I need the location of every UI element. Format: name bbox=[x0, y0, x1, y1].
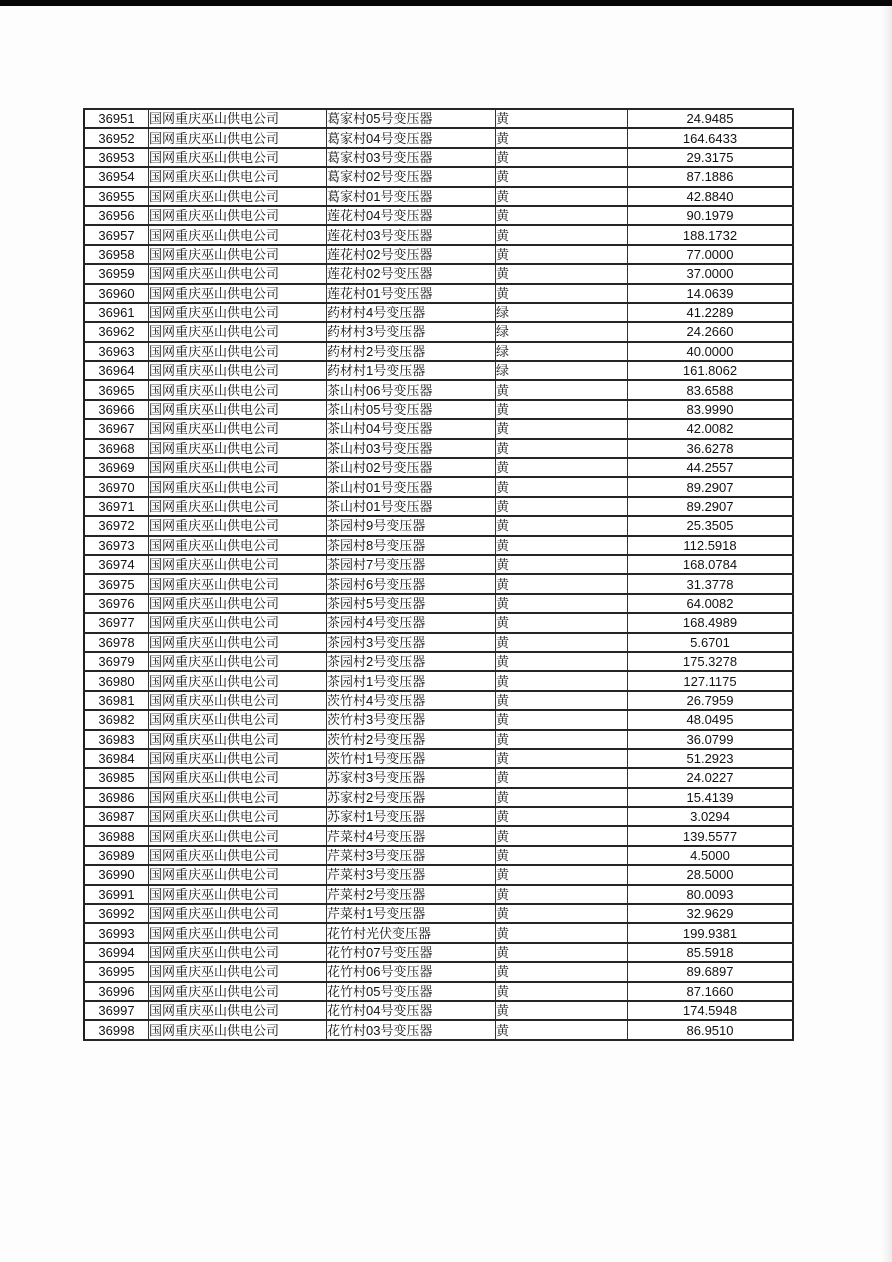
id-cell: 36998 bbox=[84, 1020, 149, 1039]
transformer-name-cell: 茶园村2号变压器 bbox=[327, 652, 496, 671]
company-cell: 国网重庆巫山供电公司 bbox=[149, 730, 327, 749]
company-cell: 国网重庆巫山供电公司 bbox=[149, 768, 327, 787]
status-color-cell: 黄 bbox=[496, 284, 628, 303]
value-cell: 87.1660 bbox=[628, 982, 794, 1001]
transformer-name-cell: 花竹村05号变压器 bbox=[327, 982, 496, 1001]
company-cell: 国网重庆巫山供电公司 bbox=[149, 943, 327, 962]
table-row bbox=[84, 225, 793, 244]
status-color-cell: 黄 bbox=[496, 225, 628, 244]
table-row bbox=[84, 613, 793, 632]
status-color-cell: 黄 bbox=[496, 923, 628, 942]
transformer-name-cell: 葛家村01号变压器 bbox=[327, 187, 496, 206]
status-color-cell: 黄 bbox=[496, 380, 628, 399]
value-cell: 4.5000 bbox=[628, 846, 794, 865]
transformer-name-cell: 茨竹村3号变压器 bbox=[327, 710, 496, 729]
value-cell: 161.8062 bbox=[628, 361, 794, 380]
id-cell: 36985 bbox=[84, 768, 149, 787]
transformer-name-cell: 莲花村02号变压器 bbox=[327, 264, 496, 283]
table-row bbox=[84, 555, 793, 574]
id-cell: 36969 bbox=[84, 458, 149, 477]
status-color-cell: 黄 bbox=[496, 730, 628, 749]
table-row bbox=[84, 206, 793, 225]
status-color-cell: 黄 bbox=[496, 885, 628, 904]
transformer-name-cell: 花竹村07号变压器 bbox=[327, 943, 496, 962]
transformer-name-cell: 药材村4号变压器 bbox=[327, 303, 496, 322]
table-row bbox=[84, 807, 793, 826]
id-cell: 36990 bbox=[84, 865, 149, 884]
status-color-cell: 黄 bbox=[496, 439, 628, 458]
company-cell: 国网重庆巫山供电公司 bbox=[149, 264, 327, 283]
id-cell: 36972 bbox=[84, 516, 149, 535]
status-color-cell: 绿 bbox=[496, 322, 628, 341]
company-cell: 国网重庆巫山供电公司 bbox=[149, 167, 327, 186]
status-color-cell: 黄 bbox=[496, 691, 628, 710]
status-color-cell: 黄 bbox=[496, 555, 628, 574]
id-cell: 36965 bbox=[84, 380, 149, 399]
table-row bbox=[84, 109, 793, 128]
id-cell: 36987 bbox=[84, 807, 149, 826]
value-cell: 51.2923 bbox=[628, 749, 794, 768]
company-cell: 国网重庆巫山供电公司 bbox=[149, 497, 327, 516]
table-row bbox=[84, 342, 793, 361]
id-cell: 36996 bbox=[84, 982, 149, 1001]
value-cell: 37.0000 bbox=[628, 264, 794, 283]
value-cell: 89.2907 bbox=[628, 497, 794, 516]
value-cell: 28.5000 bbox=[628, 865, 794, 884]
id-cell: 36958 bbox=[84, 245, 149, 264]
value-cell: 40.0000 bbox=[628, 342, 794, 361]
transformer-name-cell: 茶园村7号变压器 bbox=[327, 555, 496, 574]
company-cell: 国网重庆巫山供电公司 bbox=[149, 477, 327, 496]
value-cell: 89.6897 bbox=[628, 962, 794, 981]
company-cell: 国网重庆巫山供电公司 bbox=[149, 148, 327, 167]
value-cell: 24.0227 bbox=[628, 768, 794, 787]
table-row bbox=[84, 536, 793, 555]
value-cell: 31.3778 bbox=[628, 574, 794, 593]
id-cell: 36986 bbox=[84, 788, 149, 807]
id-cell: 36980 bbox=[84, 671, 149, 690]
table-body bbox=[84, 109, 793, 1040]
status-color-cell: 黄 bbox=[496, 671, 628, 690]
company-cell: 国网重庆巫山供电公司 bbox=[149, 633, 327, 652]
status-color-cell: 黄 bbox=[496, 826, 628, 845]
value-cell: 42.8840 bbox=[628, 187, 794, 206]
id-cell: 36995 bbox=[84, 962, 149, 981]
value-cell: 174.5948 bbox=[628, 1001, 794, 1020]
id-cell: 36991 bbox=[84, 885, 149, 904]
value-cell: 112.5918 bbox=[628, 536, 794, 555]
company-cell: 国网重庆巫山供电公司 bbox=[149, 284, 327, 303]
id-cell: 36977 bbox=[84, 613, 149, 632]
transformer-name-cell: 芹菜村3号变压器 bbox=[327, 846, 496, 865]
value-cell: 24.9485 bbox=[628, 109, 794, 128]
status-color-cell: 黄 bbox=[496, 148, 628, 167]
company-cell: 国网重庆巫山供电公司 bbox=[149, 807, 327, 826]
value-cell: 42.0082 bbox=[628, 419, 794, 438]
value-cell: 80.0093 bbox=[628, 885, 794, 904]
transformer-name-cell: 葛家村02号变压器 bbox=[327, 167, 496, 186]
value-cell: 25.3505 bbox=[628, 516, 794, 535]
transformer-name-cell: 茨竹村4号变压器 bbox=[327, 691, 496, 710]
table-row bbox=[84, 691, 793, 710]
table-row bbox=[84, 710, 793, 729]
transformer-name-cell: 葛家村05号变压器 bbox=[327, 109, 496, 128]
company-cell: 国网重庆巫山供电公司 bbox=[149, 361, 327, 380]
company-cell: 国网重庆巫山供电公司 bbox=[149, 982, 327, 1001]
value-cell: 87.1886 bbox=[628, 167, 794, 186]
status-color-cell: 绿 bbox=[496, 342, 628, 361]
table-row bbox=[84, 245, 793, 264]
status-color-cell: 黄 bbox=[496, 109, 628, 128]
company-cell: 国网重庆巫山供电公司 bbox=[149, 826, 327, 845]
value-cell: 48.0495 bbox=[628, 710, 794, 729]
company-cell: 国网重庆巫山供电公司 bbox=[149, 303, 327, 322]
id-cell: 36994 bbox=[84, 943, 149, 962]
table-row bbox=[84, 400, 793, 419]
status-color-cell: 黄 bbox=[496, 943, 628, 962]
table-row bbox=[84, 730, 793, 749]
value-cell: 5.6701 bbox=[628, 633, 794, 652]
company-cell: 国网重庆巫山供电公司 bbox=[149, 962, 327, 981]
table-row bbox=[84, 768, 793, 787]
transformer-name-cell: 莲花村01号变压器 bbox=[327, 284, 496, 303]
company-cell: 国网重庆巫山供电公司 bbox=[149, 458, 327, 477]
id-cell: 36981 bbox=[84, 691, 149, 710]
company-cell: 国网重庆巫山供电公司 bbox=[149, 187, 327, 206]
transformer-name-cell: 莲花村02号变压器 bbox=[327, 245, 496, 264]
value-cell: 36.6278 bbox=[628, 439, 794, 458]
id-cell: 36954 bbox=[84, 167, 149, 186]
table-row bbox=[84, 982, 793, 1001]
page-right-edge-shadow bbox=[882, 0, 892, 1262]
status-color-cell: 黄 bbox=[496, 594, 628, 613]
table-row bbox=[84, 361, 793, 380]
company-cell: 国网重庆巫山供电公司 bbox=[149, 865, 327, 884]
company-cell: 国网重庆巫山供电公司 bbox=[149, 128, 327, 147]
table-row bbox=[84, 885, 793, 904]
id-cell: 36967 bbox=[84, 419, 149, 438]
table-row bbox=[84, 574, 793, 593]
value-cell: 139.5577 bbox=[628, 826, 794, 845]
status-color-cell: 黄 bbox=[496, 982, 628, 1001]
value-cell: 41.2289 bbox=[628, 303, 794, 322]
transformer-name-cell: 芹菜村2号变压器 bbox=[327, 885, 496, 904]
company-cell: 国网重庆巫山供电公司 bbox=[149, 846, 327, 865]
status-color-cell: 黄 bbox=[496, 245, 628, 264]
company-cell: 国网重庆巫山供电公司 bbox=[149, 1001, 327, 1020]
status-color-cell: 黄 bbox=[496, 458, 628, 477]
transformer-name-cell: 莲花村04号变压器 bbox=[327, 206, 496, 225]
value-cell: 188.1732 bbox=[628, 225, 794, 244]
transformer-name-cell: 茶山村04号变压器 bbox=[327, 419, 496, 438]
value-cell: 168.4989 bbox=[628, 613, 794, 632]
company-cell: 国网重庆巫山供电公司 bbox=[149, 322, 327, 341]
transformer-name-cell: 茶园村9号变压器 bbox=[327, 516, 496, 535]
table-row bbox=[84, 865, 793, 884]
transformer-name-cell: 茶山村01号变压器 bbox=[327, 477, 496, 496]
table-row bbox=[84, 264, 793, 283]
transformer-name-cell: 茶山村05号变压器 bbox=[327, 400, 496, 419]
id-cell: 36959 bbox=[84, 264, 149, 283]
status-color-cell: 黄 bbox=[496, 1020, 628, 1039]
table-row bbox=[84, 187, 793, 206]
table-row bbox=[84, 497, 793, 516]
table-row bbox=[84, 148, 793, 167]
status-color-cell: 黄 bbox=[496, 768, 628, 787]
id-cell: 36974 bbox=[84, 555, 149, 574]
company-cell: 国网重庆巫山供电公司 bbox=[149, 613, 327, 632]
company-cell: 国网重庆巫山供电公司 bbox=[149, 516, 327, 535]
value-cell: 26.7959 bbox=[628, 691, 794, 710]
status-color-cell: 黄 bbox=[496, 264, 628, 283]
status-color-cell: 黄 bbox=[496, 497, 628, 516]
company-cell: 国网重庆巫山供电公司 bbox=[149, 245, 327, 264]
id-cell: 36984 bbox=[84, 749, 149, 768]
id-cell: 36983 bbox=[84, 730, 149, 749]
id-cell: 36952 bbox=[84, 128, 149, 147]
transformer-name-cell: 茶园村4号变压器 bbox=[327, 613, 496, 632]
value-cell: 15.4139 bbox=[628, 788, 794, 807]
value-cell: 83.6588 bbox=[628, 380, 794, 399]
table-row bbox=[84, 788, 793, 807]
value-cell: 164.6433 bbox=[628, 128, 794, 147]
status-color-cell: 黄 bbox=[496, 1001, 628, 1020]
status-color-cell: 黄 bbox=[496, 710, 628, 729]
company-cell: 国网重庆巫山供电公司 bbox=[149, 225, 327, 244]
status-color-cell: 黄 bbox=[496, 904, 628, 923]
table-row bbox=[84, 1020, 793, 1039]
id-cell: 36964 bbox=[84, 361, 149, 380]
transformer-name-cell: 茨竹村1号变压器 bbox=[327, 749, 496, 768]
value-cell: 83.9990 bbox=[628, 400, 794, 419]
id-cell: 36968 bbox=[84, 439, 149, 458]
transformer-name-cell: 苏家村2号变压器 bbox=[327, 788, 496, 807]
status-color-cell: 黄 bbox=[496, 419, 628, 438]
id-cell: 36989 bbox=[84, 846, 149, 865]
company-cell: 国网重庆巫山供电公司 bbox=[149, 206, 327, 225]
transformer-name-cell: 药材村2号变压器 bbox=[327, 342, 496, 361]
id-cell: 36960 bbox=[84, 284, 149, 303]
table-row bbox=[84, 477, 793, 496]
value-cell: 127.1175 bbox=[628, 671, 794, 690]
table-row bbox=[84, 671, 793, 690]
table-row bbox=[84, 419, 793, 438]
id-cell: 36955 bbox=[84, 187, 149, 206]
status-color-cell: 黄 bbox=[496, 536, 628, 555]
id-cell: 36973 bbox=[84, 536, 149, 555]
status-color-cell: 黄 bbox=[496, 128, 628, 147]
table-row bbox=[84, 380, 793, 399]
company-cell: 国网重庆巫山供电公司 bbox=[149, 555, 327, 574]
table-row bbox=[84, 962, 793, 981]
id-cell: 36963 bbox=[84, 342, 149, 361]
transformer-name-cell: 花竹村06号变压器 bbox=[327, 962, 496, 981]
id-cell: 36976 bbox=[84, 594, 149, 613]
status-color-cell: 黄 bbox=[496, 400, 628, 419]
status-color-cell: 黄 bbox=[496, 865, 628, 884]
transformer-name-cell: 茶园村1号变压器 bbox=[327, 671, 496, 690]
value-cell: 199.9381 bbox=[628, 923, 794, 942]
company-cell: 国网重庆巫山供电公司 bbox=[149, 400, 327, 419]
status-color-cell: 黄 bbox=[496, 516, 628, 535]
transformer-name-cell: 葛家村03号变压器 bbox=[327, 148, 496, 167]
id-cell: 36970 bbox=[84, 477, 149, 496]
id-cell: 36951 bbox=[84, 109, 149, 128]
transformer-name-cell: 茶山村01号变压器 bbox=[327, 497, 496, 516]
table-row bbox=[84, 594, 793, 613]
company-cell: 国网重庆巫山供电公司 bbox=[149, 923, 327, 942]
company-cell: 国网重庆巫山供电公司 bbox=[149, 1020, 327, 1039]
id-cell: 36961 bbox=[84, 303, 149, 322]
id-cell: 36978 bbox=[84, 633, 149, 652]
status-color-cell: 黄 bbox=[496, 846, 628, 865]
transformer-name-cell: 芹菜村4号变压器 bbox=[327, 826, 496, 845]
id-cell: 36993 bbox=[84, 923, 149, 942]
value-cell: 3.0294 bbox=[628, 807, 794, 826]
status-color-cell: 黄 bbox=[496, 477, 628, 496]
transformer-name-cell: 苏家村3号变压器 bbox=[327, 768, 496, 787]
transformer-name-cell: 药材村1号变压器 bbox=[327, 361, 496, 380]
table-row bbox=[84, 943, 793, 962]
table-row bbox=[84, 128, 793, 147]
status-color-cell: 黄 bbox=[496, 574, 628, 593]
transformer-name-cell: 茶园村8号变压器 bbox=[327, 536, 496, 555]
id-cell: 36975 bbox=[84, 574, 149, 593]
table-row bbox=[84, 439, 793, 458]
company-cell: 国网重庆巫山供电公司 bbox=[149, 904, 327, 923]
status-color-cell: 黄 bbox=[496, 613, 628, 632]
id-cell: 36979 bbox=[84, 652, 149, 671]
value-cell: 77.0000 bbox=[628, 245, 794, 264]
transformer-name-cell: 花竹村光伏变压器 bbox=[327, 923, 496, 942]
table-row bbox=[84, 652, 793, 671]
status-color-cell: 黄 bbox=[496, 962, 628, 981]
value-cell: 44.2557 bbox=[628, 458, 794, 477]
company-cell: 国网重庆巫山供电公司 bbox=[149, 342, 327, 361]
company-cell: 国网重庆巫山供电公司 bbox=[149, 788, 327, 807]
value-cell: 64.0082 bbox=[628, 594, 794, 613]
table-row bbox=[84, 826, 793, 845]
value-cell: 90.1979 bbox=[628, 206, 794, 225]
status-color-cell: 黄 bbox=[496, 633, 628, 652]
transformer-name-cell: 茶山村06号变压器 bbox=[327, 380, 496, 399]
id-cell: 36988 bbox=[84, 826, 149, 845]
transformer-name-cell: 莲花村03号变压器 bbox=[327, 225, 496, 244]
table-row bbox=[84, 458, 793, 477]
company-cell: 国网重庆巫山供电公司 bbox=[149, 691, 327, 710]
company-cell: 国网重庆巫山供电公司 bbox=[149, 594, 327, 613]
company-cell: 国网重庆巫山供电公司 bbox=[149, 419, 327, 438]
value-cell: 168.0784 bbox=[628, 555, 794, 574]
status-color-cell: 黄 bbox=[496, 749, 628, 768]
company-cell: 国网重庆巫山供电公司 bbox=[149, 536, 327, 555]
id-cell: 36997 bbox=[84, 1001, 149, 1020]
value-cell: 24.2660 bbox=[628, 322, 794, 341]
status-color-cell: 绿 bbox=[496, 303, 628, 322]
company-cell: 国网重庆巫山供电公司 bbox=[149, 671, 327, 690]
transformer-name-cell: 花竹村04号变压器 bbox=[327, 1001, 496, 1020]
id-cell: 36953 bbox=[84, 148, 149, 167]
value-cell: 29.3175 bbox=[628, 148, 794, 167]
status-color-cell: 黄 bbox=[496, 652, 628, 671]
company-cell: 国网重庆巫山供电公司 bbox=[149, 652, 327, 671]
value-cell: 32.9629 bbox=[628, 904, 794, 923]
transformer-name-cell: 茶园村6号变压器 bbox=[327, 574, 496, 593]
table-row bbox=[84, 633, 793, 652]
id-cell: 36956 bbox=[84, 206, 149, 225]
status-color-cell: 黄 bbox=[496, 167, 628, 186]
value-cell: 89.2907 bbox=[628, 477, 794, 496]
status-color-cell: 黄 bbox=[496, 206, 628, 225]
table-row bbox=[84, 167, 793, 186]
transformer-name-cell: 茶山村03号变压器 bbox=[327, 439, 496, 458]
transformer-name-cell: 茨竹村2号变压器 bbox=[327, 730, 496, 749]
id-cell: 36992 bbox=[84, 904, 149, 923]
table-row bbox=[84, 904, 793, 923]
status-color-cell: 绿 bbox=[496, 361, 628, 380]
company-cell: 国网重庆巫山供电公司 bbox=[149, 439, 327, 458]
id-cell: 36971 bbox=[84, 497, 149, 516]
transformer-table bbox=[83, 108, 794, 1041]
id-cell: 36966 bbox=[84, 400, 149, 419]
company-cell: 国网重庆巫山供电公司 bbox=[149, 380, 327, 399]
transformer-name-cell: 药材村3号变压器 bbox=[327, 322, 496, 341]
transformer-name-cell: 苏家村1号变压器 bbox=[327, 807, 496, 826]
transformer-name-cell: 葛家村04号变压器 bbox=[327, 128, 496, 147]
company-cell: 国网重庆巫山供电公司 bbox=[149, 749, 327, 768]
table-row bbox=[84, 923, 793, 942]
value-cell: 86.9510 bbox=[628, 1020, 794, 1039]
transformer-name-cell: 芹菜村1号变压器 bbox=[327, 904, 496, 923]
table-row bbox=[84, 322, 793, 341]
value-cell: 85.5918 bbox=[628, 943, 794, 962]
company-cell: 国网重庆巫山供电公司 bbox=[149, 109, 327, 128]
transformer-name-cell: 芹菜村3号变压器 bbox=[327, 865, 496, 884]
status-color-cell: 黄 bbox=[496, 187, 628, 206]
company-cell: 国网重庆巫山供电公司 bbox=[149, 885, 327, 904]
status-color-cell: 黄 bbox=[496, 788, 628, 807]
page-top-edge-bar bbox=[0, 0, 892, 6]
transformer-name-cell: 茶园村5号变压器 bbox=[327, 594, 496, 613]
id-cell: 36982 bbox=[84, 710, 149, 729]
table-row bbox=[84, 846, 793, 865]
transformer-name-cell: 茶山村02号变压器 bbox=[327, 458, 496, 477]
id-cell: 36957 bbox=[84, 225, 149, 244]
table-row bbox=[84, 284, 793, 303]
value-cell: 14.0639 bbox=[628, 284, 794, 303]
table-row bbox=[84, 516, 793, 535]
company-cell: 国网重庆巫山供电公司 bbox=[149, 574, 327, 593]
transformer-name-cell: 茶园村3号变压器 bbox=[327, 633, 496, 652]
status-color-cell: 黄 bbox=[496, 807, 628, 826]
id-cell: 36962 bbox=[84, 322, 149, 341]
company-cell: 国网重庆巫山供电公司 bbox=[149, 710, 327, 729]
table-row bbox=[84, 749, 793, 768]
table-row bbox=[84, 303, 793, 322]
table-row bbox=[84, 1001, 793, 1020]
value-cell: 175.3278 bbox=[628, 652, 794, 671]
transformer-name-cell: 花竹村03号变压器 bbox=[327, 1020, 496, 1039]
value-cell: 36.0799 bbox=[628, 730, 794, 749]
